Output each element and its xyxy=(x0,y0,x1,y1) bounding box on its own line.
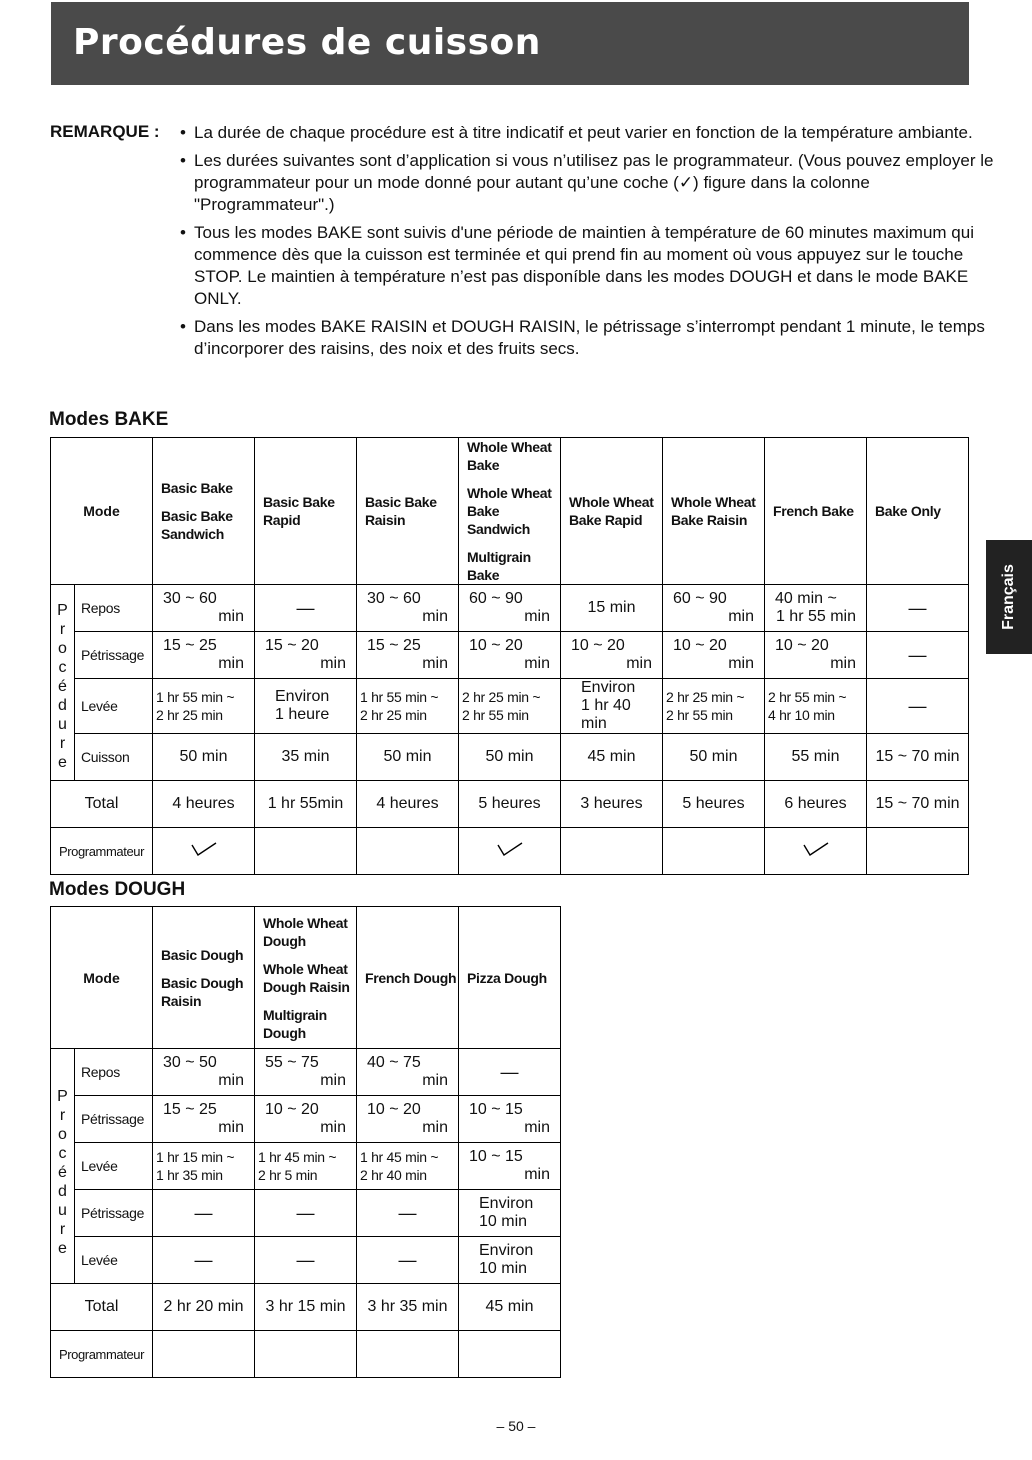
mode-name: French Bake xyxy=(773,503,854,519)
procedure-row xyxy=(51,1049,561,1096)
time-line: 1 hr 15 min ~ xyxy=(156,1149,235,1165)
procedure-letter: r xyxy=(59,735,66,752)
procedure-letter: r xyxy=(59,621,66,638)
time-line: 60 ~ 90 xyxy=(469,590,523,607)
time-line: 2 hr 5 min xyxy=(258,1167,318,1183)
time-cell: 50 min xyxy=(663,734,765,781)
remark-label: REMARQUE : xyxy=(50,122,160,141)
time-line: min xyxy=(524,608,550,625)
time-line: 40 ~ 75 xyxy=(367,1054,421,1071)
time-line: 2 hr 25 min xyxy=(360,707,427,723)
step-label: Repos xyxy=(75,585,153,632)
timer-row xyxy=(51,828,969,875)
procedure-letter: u xyxy=(58,716,67,733)
total-label: Total xyxy=(51,1284,153,1331)
timer-cell xyxy=(561,828,663,875)
time-line: 1 hr 45 min ~ xyxy=(258,1149,337,1165)
mode-name: Whole Wheat Dough Raisin xyxy=(263,960,350,995)
time-cell xyxy=(561,679,663,734)
time-line: 10 ~ 15 xyxy=(469,1148,523,1165)
timer-cell xyxy=(357,1331,459,1378)
remark-note: • Dans les modes BAKE RAISIN et DOUGH RAISIN, le pétrissage s’interrompt pendant 1 minute, le temps d’incorporer des raisins, des noix et des fruits secs. xyxy=(180,316,995,360)
page-title: Procédures de cuisson xyxy=(73,22,541,63)
timer-cell xyxy=(357,828,459,875)
timer-label: Programmateur xyxy=(51,1331,153,1378)
total-cell: 3 hr 35 min xyxy=(357,1284,459,1331)
check-mark-icon xyxy=(190,840,218,858)
total-cell: 2 hr 20 min xyxy=(153,1284,255,1331)
time-cell xyxy=(357,632,459,679)
step-label: Levée xyxy=(75,1237,153,1284)
time-line: 10 ~ 20 xyxy=(673,637,727,654)
procedure-row xyxy=(51,632,969,679)
procedure-row xyxy=(51,1096,561,1143)
time-cell xyxy=(357,585,459,632)
time-cell: — xyxy=(357,1190,459,1237)
time-cell xyxy=(765,585,867,632)
time-cell xyxy=(255,632,357,679)
page-header xyxy=(51,2,969,85)
remark-note: • La durée de chaque procédure est à titre indicatif et peut varier en fonction de la température ambiante. xyxy=(180,122,995,144)
timer-cell xyxy=(459,828,561,875)
time-cell xyxy=(663,679,765,734)
time-line: Environ xyxy=(479,1195,534,1212)
time-line: 10 ~ 20 xyxy=(571,637,625,654)
time-cell xyxy=(459,585,561,632)
timer-cell xyxy=(153,1331,255,1378)
time-line: min xyxy=(422,1119,448,1136)
step-label: Pétrissage xyxy=(75,1096,153,1143)
mode-name: Whole Wheat Bake Raisin xyxy=(671,494,756,528)
total-cell: 5 heures xyxy=(663,781,765,828)
mode-column-header xyxy=(153,907,255,1049)
time-line: 55 ~ 75 xyxy=(265,1054,319,1071)
time-line: 15 ~ 25 xyxy=(367,637,421,654)
mode-name: Whole Wheat Bake xyxy=(467,439,552,473)
remark-note: • Les durées suivantes sont d’application si vous n’utilisez pas le programmateur. (Vous pouvez employer le programmateur pour un mode donné pour autant qu’une coche (✓) figure dans la colonne "Programmateur".) xyxy=(180,150,995,216)
time-cell xyxy=(153,585,255,632)
procedure-letter: o xyxy=(58,640,67,657)
total-cell: 5 heures xyxy=(459,781,561,828)
time-line: 1 hr 35 min xyxy=(156,1167,223,1183)
time-cell xyxy=(561,632,663,679)
time-cell xyxy=(255,1049,357,1096)
mode-name: Whole Wheat Bake Rapid xyxy=(569,494,654,528)
mode-label: Mode xyxy=(83,503,120,519)
time-cell xyxy=(153,1049,255,1096)
time-cell: 50 min xyxy=(357,734,459,781)
time-line: 15 ~ 20 xyxy=(265,637,319,654)
mode-name: Basic Bake Raisin xyxy=(365,494,437,528)
time-line: 10 ~ 20 xyxy=(367,1101,421,1118)
mode-name: Multigrain Dough xyxy=(263,1006,327,1041)
remark-notes xyxy=(180,122,995,366)
time-line: 2 hr 40 min xyxy=(360,1167,427,1183)
mode-column-header xyxy=(765,438,867,585)
dough-section-title: Modes DOUGH xyxy=(49,879,186,900)
time-line: 10 ~ 20 xyxy=(469,637,523,654)
time-line: min xyxy=(728,655,754,672)
time-cell xyxy=(459,1190,561,1237)
total-row xyxy=(51,1284,561,1331)
time-line: 10 ~ 20 xyxy=(265,1101,319,1118)
step-label: Cuisson xyxy=(75,734,153,781)
total-cell: 3 hr 15 min xyxy=(255,1284,357,1331)
time-cell xyxy=(153,679,255,734)
procedure-row xyxy=(51,585,969,632)
time-cell xyxy=(459,632,561,679)
check-mark-icon xyxy=(496,840,524,858)
procedure-letter: o xyxy=(58,1126,67,1143)
timer-cell xyxy=(255,828,357,875)
time-cell xyxy=(153,1096,255,1143)
time-line: Environ xyxy=(581,679,636,696)
time-line: min xyxy=(422,655,448,672)
time-line: 10 min xyxy=(479,1213,528,1230)
mode-name: French Dough xyxy=(365,969,457,986)
mode-name: Basic Dough Raisin xyxy=(161,974,244,1009)
timer-cell xyxy=(663,828,765,875)
time-line: min xyxy=(728,608,754,625)
language-tab-label: Français xyxy=(1000,564,1017,630)
time-cell: — xyxy=(867,632,969,679)
procedure-letter: P xyxy=(57,1088,68,1105)
remark-note: • Tous les modes BAKE sont suivis d'une période de maintien à température de 60 minutes maximum qui commence dès que la cuisson est terminée et qui prend fin au moment où vous appuyez sur le touche STOP. Le maintien à température n’est pas disponíble dans les modes DOUGH et dans le mode BAKE ONLY. xyxy=(180,222,995,310)
procedure-row xyxy=(51,1143,561,1190)
time-cell: — xyxy=(867,679,969,734)
time-line: min xyxy=(830,655,856,672)
language-tab xyxy=(986,540,1032,654)
time-cell xyxy=(357,1096,459,1143)
timer-cell xyxy=(867,828,969,875)
time-cell: — xyxy=(255,1237,357,1284)
procedure-row xyxy=(51,734,969,781)
time-line: min xyxy=(218,655,244,672)
mode-name: Whole Wheat Bake Sandwich xyxy=(467,485,552,537)
time-cell: 55 min xyxy=(765,734,867,781)
time-line: min xyxy=(524,1166,550,1183)
mode-column-header xyxy=(663,438,765,585)
total-cell: 15 ~ 70 min xyxy=(867,781,969,828)
mode-column-header xyxy=(561,438,663,585)
time-cell xyxy=(153,632,255,679)
time-line: 1 hr 40 min xyxy=(581,697,631,732)
procedure-letter: d xyxy=(58,1183,67,1200)
bake-modes-table xyxy=(50,437,969,875)
mode-name: Basic Bake Rapid xyxy=(263,494,335,528)
time-line: 1 hr 55 min ~ xyxy=(360,689,439,705)
procedure-row xyxy=(51,1190,561,1237)
time-cell xyxy=(255,1096,357,1143)
time-line: 15 ~ 25 xyxy=(163,1101,217,1118)
step-label: Pétrissage xyxy=(75,632,153,679)
time-cell: — xyxy=(867,585,969,632)
time-line: 2 hr 25 min xyxy=(156,707,223,723)
time-cell xyxy=(153,1143,255,1190)
time-line: min xyxy=(320,1072,346,1089)
total-cell: 1 hr 55min xyxy=(255,781,357,828)
time-cell xyxy=(663,632,765,679)
time-cell: — xyxy=(153,1190,255,1237)
time-line: min xyxy=(218,1119,244,1136)
time-cell: 45 min xyxy=(561,734,663,781)
time-cell: — xyxy=(357,1237,459,1284)
procedure-letter: é xyxy=(58,678,67,695)
time-cell xyxy=(765,679,867,734)
procedure-letter: c xyxy=(58,659,67,676)
time-line: 2 hr 55 min ~ xyxy=(768,689,847,705)
time-cell: 35 min xyxy=(255,734,357,781)
procedure-letter: e xyxy=(58,754,67,771)
time-cell xyxy=(357,1143,459,1190)
time-cell xyxy=(765,632,867,679)
time-cell: — xyxy=(255,585,357,632)
bake-section-title: Modes BAKE xyxy=(49,409,169,430)
time-line: 1 hr 55 min xyxy=(775,608,856,625)
timer-row xyxy=(51,1331,561,1378)
time-line: min xyxy=(218,608,244,625)
mode-column-header xyxy=(867,438,969,585)
check-mark-icon xyxy=(802,840,830,858)
total-cell: 4 heures xyxy=(153,781,255,828)
time-line: 10 ~ 15 xyxy=(469,1101,523,1118)
mode-column-header xyxy=(459,907,561,1049)
step-label: Pétrissage xyxy=(75,1190,153,1237)
page-number: – 50 – xyxy=(496,1418,536,1434)
time-line: 1 hr 45 min ~ xyxy=(360,1149,439,1165)
time-cell xyxy=(459,1096,561,1143)
timer-cell xyxy=(153,828,255,875)
total-cell: 6 heures xyxy=(765,781,867,828)
time-line: min xyxy=(422,608,448,625)
mode-column-header xyxy=(255,907,357,1049)
mode-name: Basic Bake xyxy=(161,480,233,496)
time-line: min xyxy=(422,1072,448,1089)
mode-name: Basic Bake Sandwich xyxy=(161,508,233,542)
time-line: 4 hr 10 min xyxy=(768,707,835,723)
header-row xyxy=(51,907,561,1049)
procedure-letter: r xyxy=(59,1221,66,1238)
mode-header xyxy=(51,438,153,585)
time-line: 2 hr 55 min xyxy=(666,707,733,723)
time-line: 30 ~ 60 xyxy=(367,590,421,607)
time-cell xyxy=(459,679,561,734)
total-cell: 4 heures xyxy=(357,781,459,828)
time-line: 40 min ~ xyxy=(775,590,837,607)
time-line: 30 ~ 60 xyxy=(163,590,217,607)
mode-name: Multigrain Bake xyxy=(467,549,531,583)
time-line: Environ xyxy=(479,1242,534,1259)
time-line: 1 heure xyxy=(275,706,330,723)
procedure-letter: c xyxy=(58,1145,67,1162)
timer-label: Programmateur xyxy=(51,828,153,875)
time-line: min xyxy=(524,655,550,672)
mode-label: Mode xyxy=(83,969,120,986)
total-label: Total xyxy=(51,781,153,828)
mode-column-header xyxy=(357,438,459,585)
time-line: min xyxy=(320,655,346,672)
time-line: min xyxy=(218,1072,244,1089)
time-cell: 15 ~ 70 min xyxy=(867,734,969,781)
time-cell: 50 min xyxy=(153,734,255,781)
time-line: 2 hr 55 min xyxy=(462,707,529,723)
procedure-letter: d xyxy=(58,697,67,714)
total-cell: 45 min xyxy=(459,1284,561,1331)
time-line: 10 ~ 20 xyxy=(775,637,829,654)
time-line: min xyxy=(524,1119,550,1136)
timer-cell xyxy=(459,1331,561,1378)
time-line: 15 ~ 25 xyxy=(163,637,217,654)
time-line: 2 hr 25 min ~ xyxy=(462,689,541,705)
timer-cell xyxy=(765,828,867,875)
time-line: 10 min xyxy=(479,1260,528,1277)
step-label: Levée xyxy=(75,679,153,734)
mode-name: Basic Dough xyxy=(161,946,244,963)
time-cell xyxy=(255,1143,357,1190)
mode-column-header xyxy=(357,907,459,1049)
procedure-letter: e xyxy=(58,1240,67,1257)
procedure-row xyxy=(51,679,969,734)
time-cell xyxy=(663,585,765,632)
procedure-letter: P xyxy=(57,602,68,619)
mode-header xyxy=(51,907,153,1049)
time-cell: — xyxy=(255,1190,357,1237)
dough-modes-table xyxy=(50,906,561,1378)
time-line: 2 hr 25 min ~ xyxy=(666,689,745,705)
time-line: 1 hr 55 min ~ xyxy=(156,689,235,705)
mode-column-header xyxy=(255,438,357,585)
time-line: min xyxy=(320,1119,346,1136)
step-label: Levée xyxy=(75,1143,153,1190)
mode-name: Whole Wheat Dough xyxy=(263,914,348,949)
procedure-label xyxy=(51,585,75,781)
mode-column-header xyxy=(459,438,561,585)
total-cell: 3 heures xyxy=(561,781,663,828)
time-cell: 50 min xyxy=(459,734,561,781)
time-cell xyxy=(459,1143,561,1190)
time-cell: — xyxy=(153,1237,255,1284)
total-row xyxy=(51,781,969,828)
time-line: 60 ~ 90 xyxy=(673,590,727,607)
mode-name: Bake Only xyxy=(875,503,941,519)
procedure-letter: u xyxy=(58,1202,67,1219)
time-cell xyxy=(255,679,357,734)
time-cell xyxy=(459,1237,561,1284)
procedure-letter: é xyxy=(58,1164,67,1181)
header-row xyxy=(51,438,969,585)
mode-column-header xyxy=(153,438,255,585)
procedure-label xyxy=(51,1049,75,1284)
timer-cell xyxy=(255,1331,357,1378)
time-cell xyxy=(357,1049,459,1096)
time-cell: 15 min xyxy=(561,585,663,632)
time-line: 30 ~ 50 xyxy=(163,1054,217,1071)
procedure-letter: r xyxy=(59,1107,66,1124)
time-line: min xyxy=(626,655,652,672)
time-cell xyxy=(357,679,459,734)
procedure-row xyxy=(51,1237,561,1284)
step-label: Repos xyxy=(75,1049,153,1096)
mode-name: Pizza Dough xyxy=(467,969,547,986)
time-line: Environ xyxy=(275,688,330,705)
time-cell: — xyxy=(459,1049,561,1096)
